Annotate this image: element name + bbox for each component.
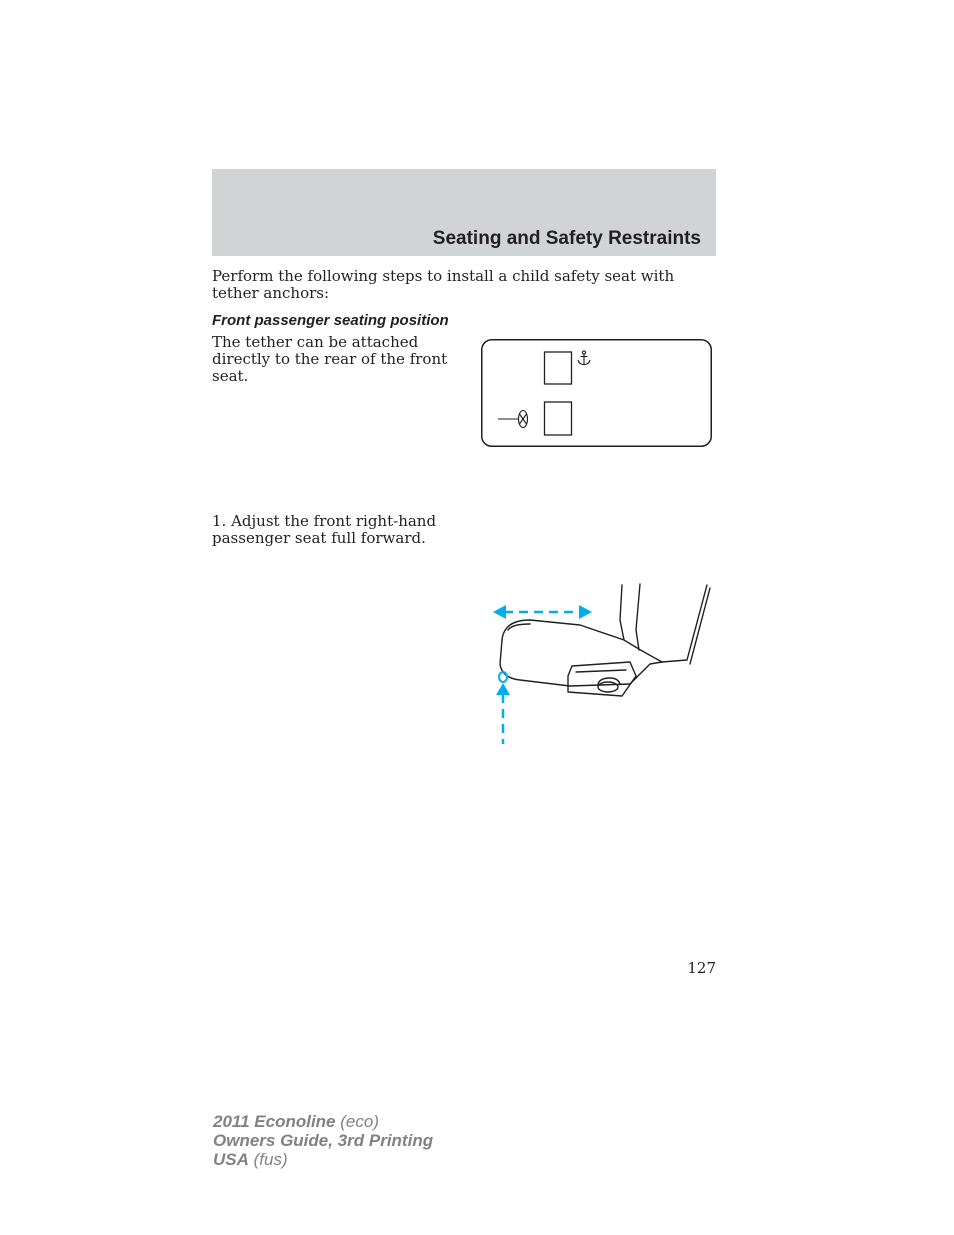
- anchor-location-arrow-icon: [496, 683, 510, 744]
- footer-line-3: [213, 1150, 433, 1169]
- tether-anchor-diagram: [481, 339, 712, 447]
- section-header: [212, 169, 716, 256]
- subsection-heading: Front passenger seating position: [212, 312, 449, 329]
- seat-illustration: [490, 580, 716, 750]
- seatback-upper-box: [545, 352, 572, 384]
- footer-market-code: (fus): [253, 1150, 288, 1169]
- footer-model-code: (eco): [340, 1112, 379, 1131]
- anchor-icon: [578, 351, 590, 365]
- tether-loop-icon: [499, 672, 507, 682]
- tether-hook-icon: [498, 411, 528, 428]
- footer-line-1: [213, 1112, 433, 1131]
- seatback-lower-box: [545, 402, 572, 435]
- fore-aft-arrow-icon: [493, 605, 592, 619]
- footer-model: 2011 Econoline: [213, 1112, 336, 1131]
- document-footer: [213, 1112, 433, 1169]
- page-number: 127: [687, 959, 716, 977]
- section-title: Seating and Safety Restraints: [432, 228, 701, 249]
- tether-paragraph: The tether can be attached directly to the rear of the front seat.: [212, 333, 448, 385]
- intro-paragraph: Perform the following steps to install a child safety seat with tether anchors:: [212, 267, 675, 302]
- footer-market: USA: [213, 1150, 249, 1169]
- step-1-text: 1. Adjust the front right-hand passenger seat full forward.: [212, 512, 437, 547]
- footer-line-2: [213, 1131, 433, 1150]
- footer-guide: Owners Guide, 3rd Printing: [213, 1131, 434, 1150]
